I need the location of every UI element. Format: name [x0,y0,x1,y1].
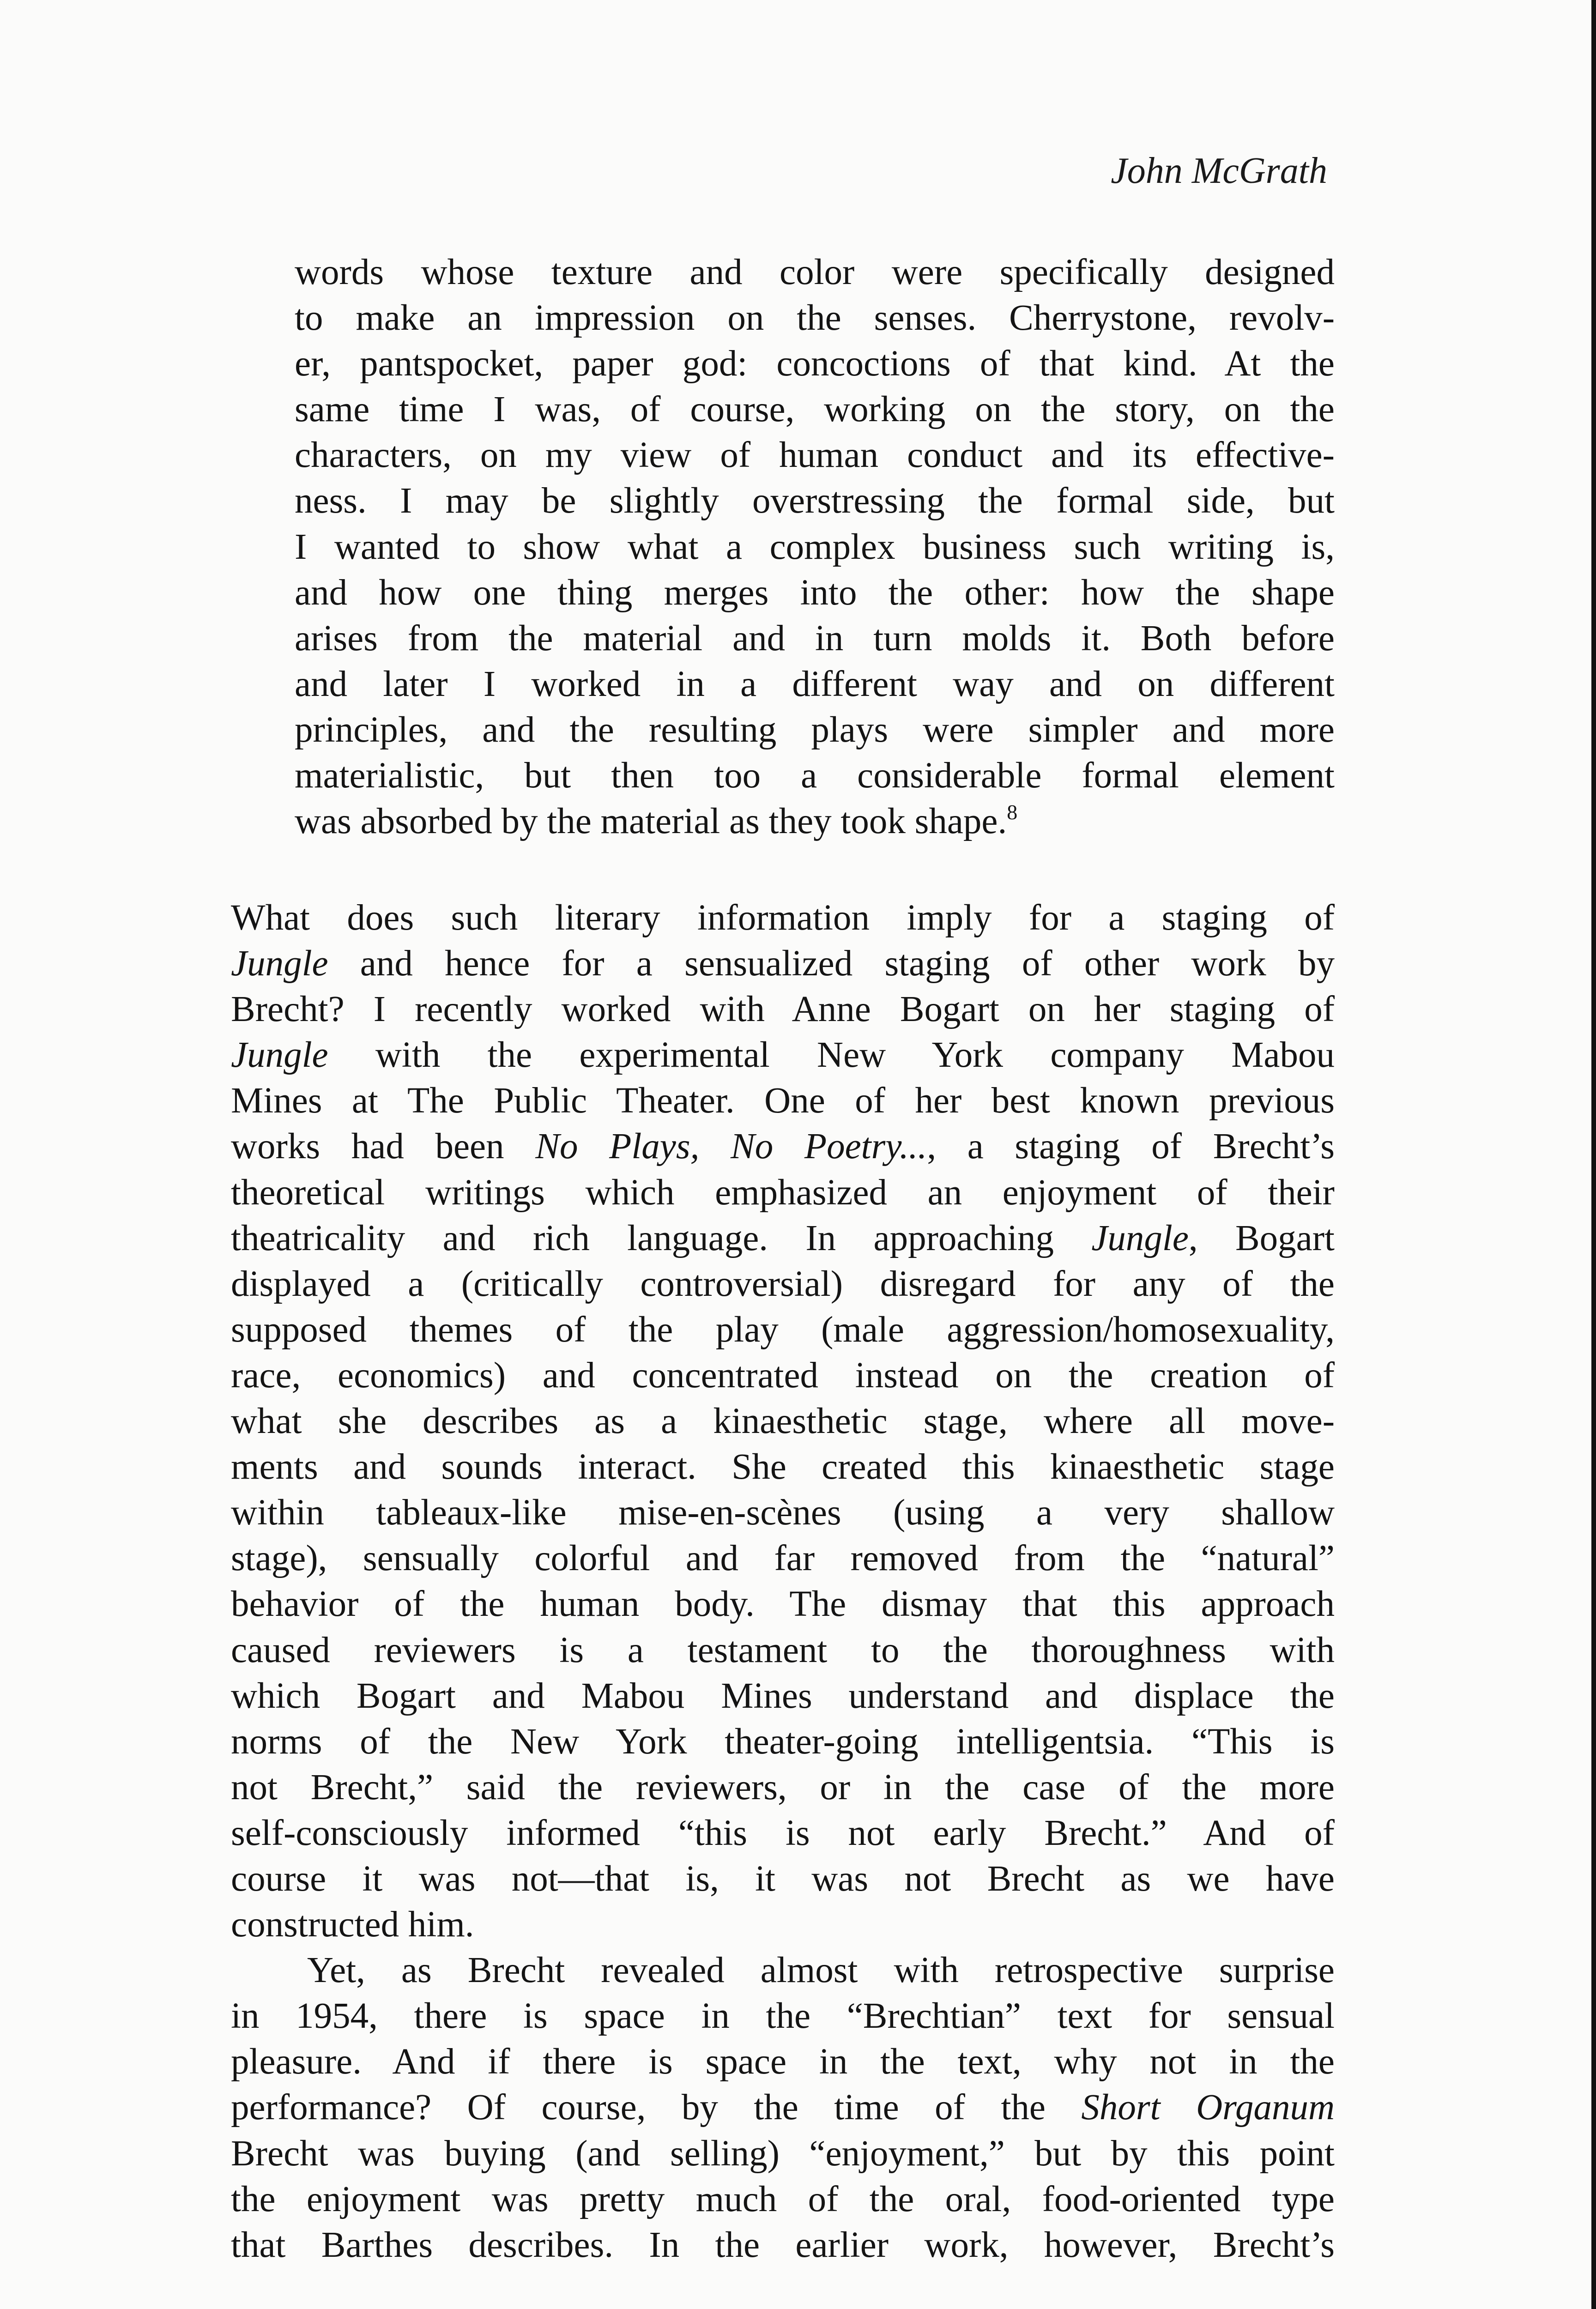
paragraph-line: supposed themes of the play (male aggression/homosexuality, [231,1309,1335,1350]
paragraph-line [231,1215,1335,1261]
paragraph-line: caused reviewers is a testament to the thoroughness with [231,1630,1335,1670]
quote-line: arises from the material and in turn molds it. Both before [295,618,1335,659]
block-quote [295,249,1335,844]
running-head-author: John McGrath [1111,151,1327,191]
paragraph-line: that Barthes describes. In the earlier work, however, Brecht’s [231,2224,1335,2265]
paragraph-line: Mines at The Public Theater. One of her best known previous [231,1081,1335,1121]
quote-line: same time I was, of course, working on the story, on the [295,389,1335,430]
quote-line: principles, and the resulting plays were simpler and more [295,709,1335,750]
work-title-short-organum: Short Organum [1081,2087,1335,2128]
quote-line: and how one thing merges into the other: how the shape [295,572,1335,613]
paragraph-line: ments and sounds interact. She created this kinaesthetic stage [231,1447,1335,1487]
paragraph-line: in 1954, there is space in the “Brechtian” text for sensual [231,1996,1335,2037]
paragraph-line: behavior of the human body. The dismay that this approach [231,1584,1335,1625]
paragraph-line [231,941,1335,986]
quote-line-last [295,798,1335,844]
work-title-no-plays: No Plays, No Poetry... [535,1126,927,1167]
paragraph-line: displayed a (critically controversial) disregard for any of the [231,1263,1335,1304]
paragraph-line: theoretical writings which emphasized an enjoyment of their [231,1172,1335,1213]
paragraph-text: theatricality and rich language. In approaching [231,1218,1092,1258]
paragraph-line-last: constructed him. [231,1904,474,1945]
paragraph-text: , a staging of Brecht’s [927,1126,1335,1167]
paragraph-line: Brecht was buying (and selling) “enjoyment,” but by this point [231,2133,1335,2174]
play-title-jungle: Jungle [231,943,328,984]
quote-line: and later I worked in a different way and on different [295,664,1335,704]
quote-line: words whose texture and color were specifically designed [295,252,1335,292]
paragraph-line: within tableaux-like mise-en-scènes (using a very shallow [231,1493,1335,1533]
paragraph-text: performance? Of course, by the time of the [231,2087,1082,2128]
paragraph-line: course it was not—that is, it was not Brecht as we have [231,1858,1335,1899]
paragraph-line [231,1032,1335,1078]
paragraph-line [231,1124,1335,1169]
paragraph-line-indented: Yet, as Brecht revealed almost with retrospective surprise [307,1950,1335,1991]
quote-line: to make an impression on the senses. Cherrystone, revolv- [295,298,1335,338]
footnote-reference[interactable]: 8 [1007,800,1018,824]
paragraph-text: , Bogart [1188,1218,1335,1258]
paragraph-line: pleasure. And if there is space in the text, why not in the [231,2042,1335,2082]
paragraph-line: which Bogart and Mabou Mines understand and displace the [231,1675,1335,1716]
paragraph-line: the enjoyment was pretty much of the oral, food-oriented type [231,2179,1335,2219]
quote-line: I wanted to show what a complex business such writing is, [295,526,1335,567]
play-title-jungle: Jungle [1091,1218,1189,1258]
quote-line-text: was absorbed by the material as they took shape. [295,801,1007,842]
paragraph-text: works had been [231,1126,536,1167]
paragraph-text: with the experimental New York company Mabou [328,1035,1335,1076]
paragraph-text: and hence for a sensualized staging of other work by [328,943,1335,984]
quote-line: characters, on my view of human conduct and its effective- [295,435,1335,476]
quote-line: ness. I may be slightly overstressing the formal side, but [295,481,1335,521]
paragraph-line: norms of the New York theater-going intelligentsia. “This is [231,1721,1335,1762]
quote-line: materialistic, but then too a considerable formal element [295,756,1335,796]
paragraph-line: not Brecht,” said the reviewers, or in the case of the more [231,1767,1335,1807]
paragraph-line: self-consciously informed “this is not early Brecht.” And of [231,1813,1335,1853]
paragraph-line: What does such literary information imply for a staging of [231,898,1335,938]
quote-line: er, pantspocket, paper god: concoctions of that kind. At the [295,344,1335,384]
paragraph-line [231,2085,1335,2130]
body-text [231,895,1335,2268]
paragraph-line: what she describes as a kinaesthetic stage, where all move- [231,1401,1335,1442]
paragraph-line: stage), sensually colorful and far removed from the “natural” [231,1538,1335,1579]
paragraph-line: Brecht? I recently worked with Anne Bogart on her staging of [231,989,1335,1030]
play-title-jungle: Jungle [231,1035,328,1076]
paragraph-line: race, economics) and concentrated instead on the creation of [231,1355,1335,1396]
